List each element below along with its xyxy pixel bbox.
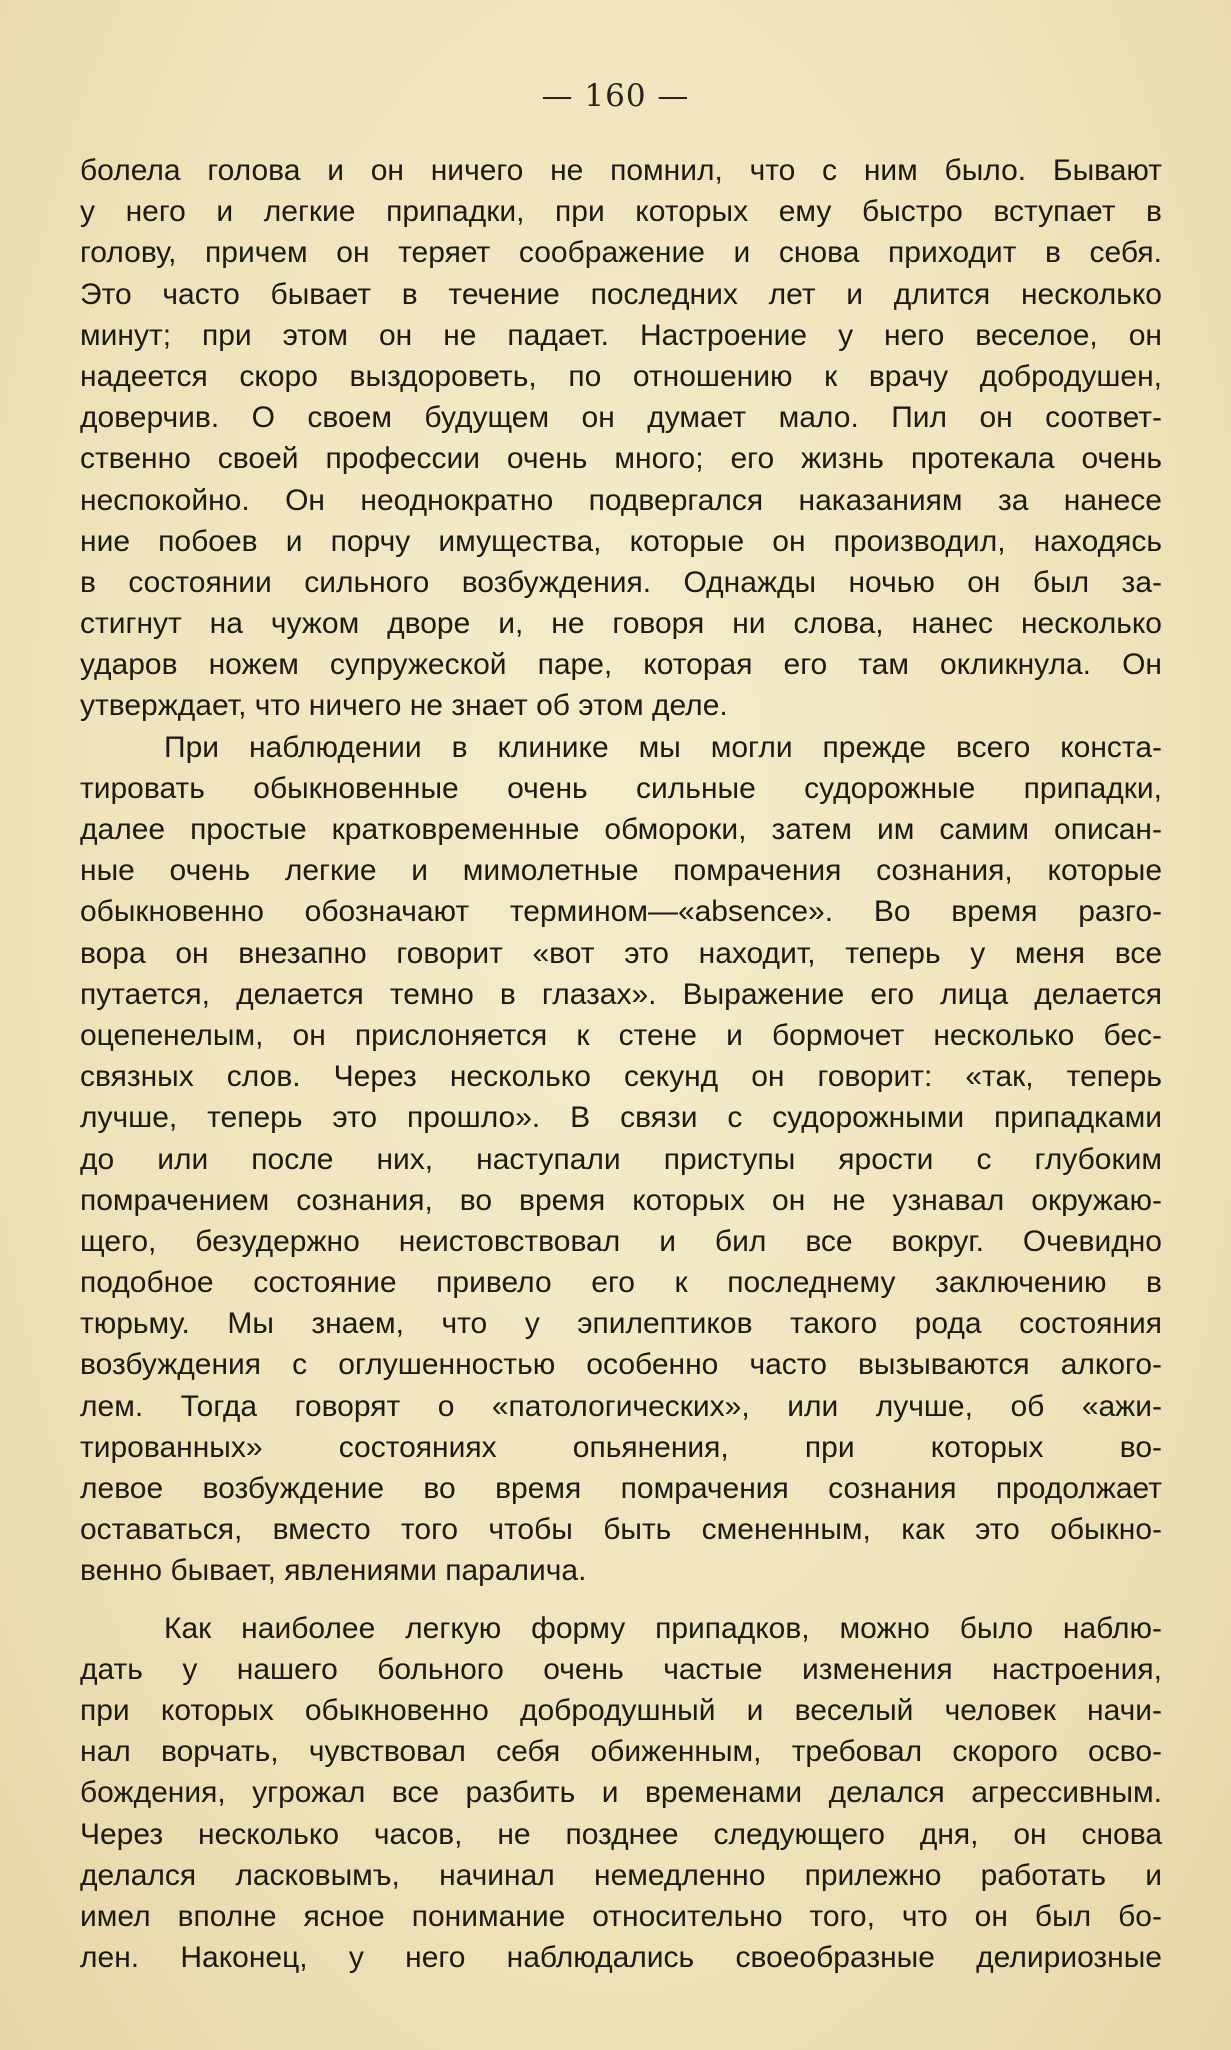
text-line: ние побоев и порчу имущества, которые он производил, находясь [80,524,1162,558]
text-line: тированных» состояниях опьянения, при которых во- [80,1430,1162,1464]
text-line: утверждает, что ничего не знает об этом деле. [80,689,728,723]
text-line: путается, делается темно в глазах». Выражение его лица делается [80,977,1162,1011]
text-line: тюрьму. Мы знаем, что у эпилептиков такого рода состояния [80,1307,1162,1341]
paragraph-1 [80,150,1162,727]
text-line: подобное состояние привело его к последнему заключению в [80,1266,1162,1300]
text-line: тировать обыкновенные очень сильные судорожные припадки, [80,771,1162,805]
text-line: ударов ножем супружеской паре, которая его там окликнула. Он [80,648,1162,682]
text-line: помрачением сознания, во время которых он не узнавал окружаю- [80,1183,1162,1217]
text-line: надеется скоро выздороветь, по отношению к врачу добродушен, [80,359,1162,393]
text-line: Это часто бывает в течение последних лет и длится несколько [80,277,1162,311]
text-line: доверчив. О своем будущем он думает мало. Пил он соответ- [80,401,1162,435]
page-number: — 160 — [541,78,690,114]
text-line: далее простые кратковременные обмороки, затем им самим описан- [80,813,1162,846]
text-line: стигнут на чужом дворе и, не говоря ни слова, нанес несколько [80,607,1162,641]
text-line: левое возбуждение во время помрачения сознания продолжает [80,1472,1162,1505]
text-line: лен. Наконец, у него наблюдались своеобразные делириозные [80,1941,1162,1975]
text-line: щего, безудержно неистовствовал и бил все вокруг. Очевидно [80,1224,1162,1258]
text-line: минут; при этом он не падает. Настроение у него веселое, он [80,318,1162,352]
text-line: в состоянии сильного возбуждения. Однажды ночью он был за- [80,565,1162,599]
text-line: неспокойно. Он неоднократно подвергался наказаниям за нанесе [80,483,1162,517]
text-line: Через несколько часов, не позднее следующего дня, он снова [80,1817,1162,1851]
text-line: вора он внезапно говорит «вот это находит, теперь у меня все [80,936,1162,970]
text-line: имел вполне ясное понимание относительно того, что он был бо- [80,1899,1162,1933]
text-line: дать у нашего больного очень частые изменения настроения, [80,1652,1162,1686]
text-line: ственно своей профессии очень много; его жизнь протекала очень [80,442,1162,476]
text-line: венно бывает, явлениями паралича. [80,1554,587,1588]
text-line: нал ворчать, чувствовал себя обиженным, требовал скорого осво- [80,1735,1162,1769]
text-line: голову, причем он теряет соображение и снова приходит в себя. [80,236,1162,270]
text-line: оцепенелым, он прислоняется к стене и бормочет несколько бес- [80,1018,1162,1052]
text-line: связных слов. Через несколько секунд он говорит: «так, теперь [80,1060,1162,1094]
text-line: бождения, угрожал все разбить и временами делался агрессивным. [80,1776,1162,1810]
text-line: лем. Тогда говорят о «патологических», или лучше, об «ажи- [80,1389,1162,1423]
text-line: возбуждения с оглушенностью особенно часто вызываются алкого- [80,1348,1162,1382]
text-line: делался ласковымъ, начинал немедленно прилежно работать и [80,1858,1162,1892]
text-line: лучше, теперь это прошло». В связи с судорожными припадками [80,1101,1162,1135]
text-line: до или после них, наступали приступы ярости с глубоким [80,1142,1162,1176]
text-line: у него и легкие припадки, при которых ему быстро вступает в [80,195,1162,229]
text-line: При наблюдении в клинике мы могли прежде всего конста- [164,730,1162,764]
text-line: болела голова и он ничего не помнил, что с ним было. Бывают [80,154,1162,187]
text-line: при которых обыкновенно добродушный и веселый человек начи- [80,1693,1162,1727]
text-line: оставаться, вместо того чтобы быть смененным, как это обыкно- [80,1513,1162,1547]
paragraph-2 [80,727,1162,1592]
text-line: обыкновенно обозначают термином—«absence». Во время разго- [80,895,1162,929]
text-line: ные очень легкие и мимолетные помрачения сознания, которые [80,854,1162,888]
paragraph-3 [80,1608,1162,1979]
body-text [80,150,1162,1978]
text-line: Как наиболее легкую форму припадков, можно было наблю- [164,1611,1162,1645]
